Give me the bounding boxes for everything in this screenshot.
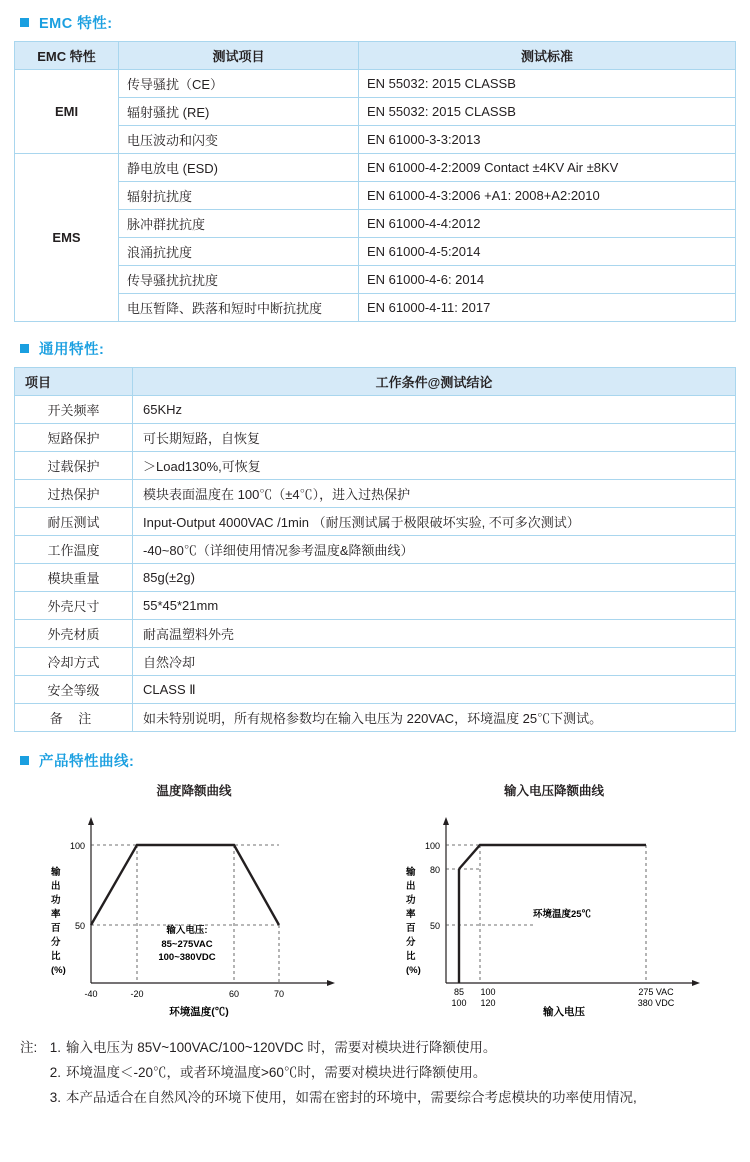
svg-text:功: 功: [51, 895, 61, 906]
section-header-emc: [20, 12, 736, 33]
table-row: [15, 592, 736, 620]
param-value-cell: -40~80℃（详细使用情况参考温度&降额曲线）: [133, 536, 736, 564]
test-standard-cell: EN 55032: 2015 CLASSB: [359, 98, 736, 126]
table-row: [15, 676, 736, 704]
svg-text:50: 50: [74, 921, 85, 931]
svg-text:分: 分: [406, 937, 416, 948]
param-value-cell: CLASS Ⅱ: [133, 676, 736, 704]
column-header-test-standard: 测试标准: [359, 42, 736, 70]
table-row: [15, 266, 736, 294]
svg-text:70: 70: [273, 989, 285, 999]
param-name-cell: 备 注: [15, 704, 133, 732]
table-row: [15, 396, 736, 424]
notes-label-spacer: [20, 1061, 46, 1086]
svg-text:100: 100: [424, 841, 440, 851]
svg-text:输入电压: 输入电压: [543, 1006, 585, 1018]
section-header-general: [20, 338, 736, 359]
table-row: [15, 210, 736, 238]
param-name-cell: 外壳尺寸: [15, 592, 133, 620]
square-bullet-icon: [20, 756, 29, 765]
section-title-curves: 产品特性曲线:: [39, 754, 135, 770]
param-value-cell: 自然冷却: [133, 648, 736, 676]
svg-text:100~380VDC: 100~380VDC: [158, 952, 216, 963]
table-row: [15, 424, 736, 452]
param-name-cell: 过热保护: [15, 480, 133, 508]
svg-text:率: 率: [406, 909, 416, 920]
param-value-cell: 85g(±2g): [133, 564, 736, 592]
param-name-cell: 开关频率: [15, 396, 133, 424]
table-header-row: [15, 42, 736, 70]
svg-text:85~275VAC: 85~275VAC: [161, 939, 213, 950]
column-header-test-item: 测试项目: [119, 42, 359, 70]
square-bullet-icon: [20, 18, 29, 27]
param-name-cell: 安全等级: [15, 676, 133, 704]
input-voltage-derating-plot: [384, 805, 724, 1020]
svg-text:出: 出: [406, 881, 416, 892]
section-header-curves: [20, 750, 736, 771]
test-standard-cell: EN 61000-4-6: 2014: [359, 266, 736, 294]
param-value-cell: 耐高温塑料外壳: [133, 620, 736, 648]
svg-text:380 VDC: 380 VDC: [637, 998, 675, 1008]
svg-text:输: 输: [406, 867, 416, 878]
emi-category-cell: EMI: [15, 70, 119, 154]
svg-text:-20: -20: [130, 989, 144, 999]
svg-text:分: 分: [51, 937, 61, 948]
param-name-cell: 过载保护: [15, 452, 133, 480]
test-item-cell: 传导骚扰（CE）: [119, 70, 359, 98]
test-standard-cell: EN 61000-3-3:2013: [359, 126, 736, 154]
param-name-cell: 短路保护: [15, 424, 133, 452]
svg-text:功: 功: [406, 895, 416, 906]
svg-text:输: 输: [51, 867, 61, 878]
emc-characteristics-table: [14, 41, 736, 322]
svg-text:100: 100: [480, 987, 496, 997]
table-row: [15, 238, 736, 266]
table-row: [15, 294, 736, 322]
param-name-cell: 模块重量: [15, 564, 133, 592]
svg-text:百: 百: [51, 923, 61, 934]
test-item-cell: 辐射骚扰 (RE): [119, 98, 359, 126]
note-text: 环境温度＜-20℃，或者环境温度>60℃时，需要对模块进行降额使用。: [66, 1064, 487, 1080]
svg-text:-40: -40: [84, 989, 98, 999]
test-item-cell: 辐射抗扰度: [119, 182, 359, 210]
table-row: [15, 620, 736, 648]
test-standard-cell: EN 61000-4-2:2009 Contact ±4KV Air ±8KV: [359, 154, 736, 182]
svg-text:60: 60: [228, 989, 240, 999]
svg-text:输入电压:: 输入电压:: [166, 925, 208, 936]
test-item-cell: 电压暂降、跌落和短时中断抗扰度: [119, 294, 359, 322]
param-name-cell: 冷却方式: [15, 648, 133, 676]
svg-text:率: 率: [51, 909, 61, 920]
svg-text:环境温度25℃: 环境温度25℃: [532, 909, 592, 920]
table-row: [15, 98, 736, 126]
column-header-item: 项目: [15, 368, 133, 396]
svg-text:85: 85: [453, 987, 465, 997]
notes-label-spacer: [20, 1086, 46, 1111]
section-title-general: 通用特性:: [39, 342, 105, 358]
table-row: [15, 126, 736, 154]
param-value-cell: 可长期短路，自恢复: [133, 424, 736, 452]
svg-text:275 VAC: 275 VAC: [638, 987, 674, 997]
chart-temperature-derating: [14, 781, 374, 1020]
chart-title: 输入电压降额曲线: [503, 784, 604, 798]
svg-text:百: 百: [406, 923, 416, 934]
test-standard-cell: EN 61000-4-3:2006 +A1: 2008+A2:2010: [359, 182, 736, 210]
param-name-cell: 工作温度: [15, 536, 133, 564]
svg-text:出: 出: [51, 881, 61, 892]
test-standard-cell: EN 61000-4-5:2014: [359, 238, 736, 266]
general-characteristics-table: [14, 367, 736, 732]
note-number: 2.: [49, 1064, 61, 1080]
column-header-condition: 工作条件@测试结论: [133, 368, 736, 396]
param-name-cell: 耐压测试: [15, 508, 133, 536]
svg-text:(%): (%): [406, 965, 421, 976]
column-header-emc: EMC 特性: [15, 42, 119, 70]
param-value-cell: 如未特别说明，所有规格参数均在输入电压为 220VAC，环境温度 25℃下测试。: [133, 704, 736, 732]
param-value-cell: Input-Output 4000VAC /1min （耐压测试属于极限破坏实验, 不可多次测试）: [133, 508, 736, 536]
svg-text:(%): (%): [51, 965, 66, 976]
param-value-cell: 65KHz: [133, 396, 736, 424]
param-value-cell: ＞Load130%,可恢复: [133, 452, 736, 480]
ems-category-cell: EMS: [15, 154, 119, 322]
table-row: [15, 70, 736, 98]
test-item-cell: 浪涌抗扰度: [119, 238, 359, 266]
table-row: [15, 536, 736, 564]
table-row: [15, 564, 736, 592]
note-row: [20, 1086, 730, 1111]
test-standard-cell: EN 61000-4-4:2012: [359, 210, 736, 238]
note-text: 输入电压为 85V~100VAC/100~120VDC 时，需要对模块进行降额使用。: [66, 1040, 497, 1055]
table-row: [15, 704, 736, 732]
param-value-cell: 模块表面温度在 100℃（±4℃），进入过热保护: [133, 480, 736, 508]
note-text: 本产品适合在自然风冷的环境下使用，如需在密封的环境中，需要综合考虑模块的功率使用情况,: [66, 1089, 637, 1105]
chart-input-voltage-derating: [374, 781, 734, 1020]
svg-text:120: 120: [480, 998, 496, 1008]
test-standard-cell: EN 55032: 2015 CLASSB: [359, 70, 736, 98]
test-item-cell: 电压波动和闪变: [119, 126, 359, 154]
temperature-derating-plot: [29, 805, 359, 1020]
table-row: [15, 480, 736, 508]
svg-text:比: 比: [406, 951, 416, 962]
square-bullet-icon: [20, 344, 29, 353]
test-standard-cell: EN 61000-4-11: 2017: [359, 294, 736, 322]
svg-text:50: 50: [429, 921, 440, 931]
table-row: [15, 154, 736, 182]
curves-container: [14, 781, 736, 1020]
test-item-cell: 脉冲群扰抗度: [119, 210, 359, 238]
table-row: [15, 508, 736, 536]
test-item-cell: 传导骚扰抗扰度: [119, 266, 359, 294]
param-name-cell: 外壳材质: [15, 620, 133, 648]
datasheet-page: [0, 12, 750, 1111]
table-row: [15, 182, 736, 210]
svg-text:80: 80: [429, 865, 440, 875]
chart-title: 温度降额曲线: [156, 784, 232, 798]
table-header-row: [15, 368, 736, 396]
svg-text:环境温度(℃): 环境温度(℃): [169, 1006, 229, 1018]
svg-text:100: 100: [451, 998, 467, 1008]
table-row: [15, 452, 736, 480]
param-value-cell: 55*45*21mm: [133, 592, 736, 620]
note-row: [20, 1061, 730, 1086]
note-number: 1.: [49, 1040, 61, 1055]
notes-block: [20, 1036, 730, 1111]
svg-text:100: 100: [69, 841, 85, 851]
note-row: [20, 1036, 730, 1061]
table-row: [15, 648, 736, 676]
test-item-cell: 静电放电 (ESD): [119, 154, 359, 182]
notes-label: 注:: [20, 1040, 38, 1055]
note-number: 3.: [49, 1089, 61, 1105]
section-title-emc: EMC 特性:: [39, 16, 113, 32]
svg-text:比: 比: [51, 951, 61, 962]
